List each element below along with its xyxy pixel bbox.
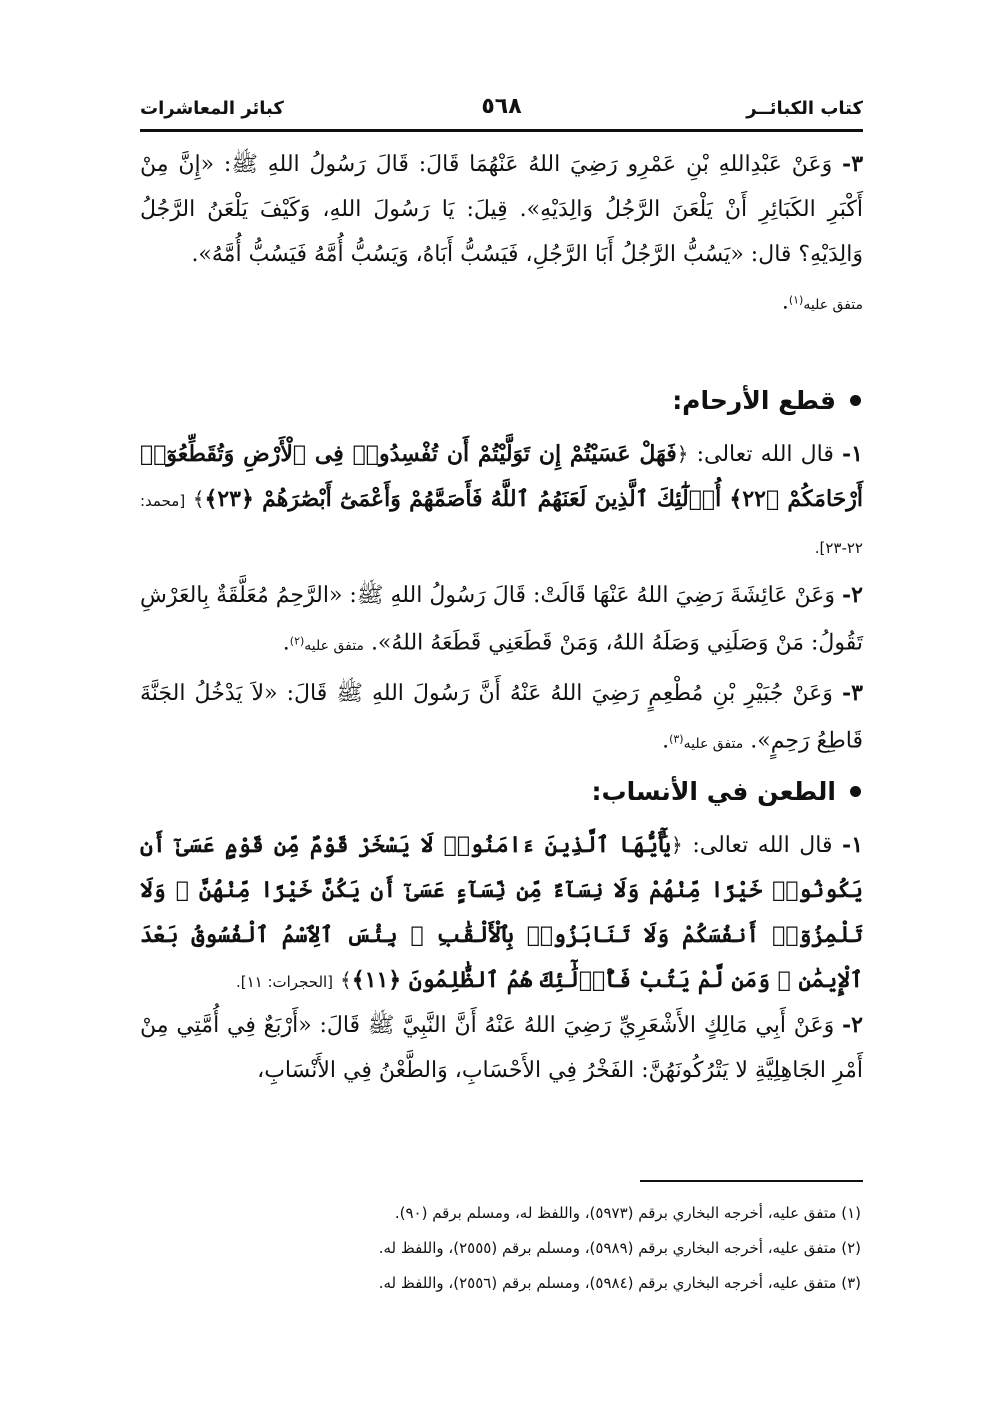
source-note [669,732,744,752]
quran-text: فَهَلْ عَسَيْتُمْ إِن تَوَلَّيْتُمْ أَن تُفْسِدُوا۟ فِى ٱلْأَرْضِ وَتُقَطِّعُوٓا۟ أَرْحَامَكُمْ ﴿٢٢﴾ أُو۟لَٰٓئِكَ ٱلَّذِينَ لَعَنَهُمُ ٱللَّهُ فَأَصَمَّهُمْ وَأَعْمَىٰٓ أَبْصَٰرَهُمْ ﴿٢٣﴾ [140,441,864,512]
footnote-rule [640,1180,863,1182]
footnote: (٢) متفق عليه، أخرجه البخاري برقم (٥٩٨٩)، ومسلم برقم (٢٥٥٥)، واللفظ له. [378,1239,861,1257]
quran-text: يَٰٓأَيُّهَا ٱلَّذِينَ ءَامَنُوا۟ لَا يَسْخَرْ قَوْمٌ مِّن قَوْمٍ عَسَىٰٓ أَن يَكُونُوا۟ خَيْرًا مِّنْهُمْ وَلَا نِسَآءٌ مِّن نِّسَآءٍ عَسَىٰٓ أَن يَكُنَّ خَيْرًا مِّنْهُنَّ ۖ وَلَا تَلْمِزُوٓا۟ أَنفُسَكُمْ وَلَا تَنَابَزُوا۟ بِٱلْأَلْقَٰبِ ۖ بِئْسَ ٱلِٱسْمُ ٱلْفُسُوقُ بَعْدَ ٱلْإِيمَٰنِ ۚ وَمَن لَّمْ يَتُبْ فَأُو۟لَٰٓئِكَ هُمُ ٱلظَّٰلِمُونَ ﴿١١﴾ [140,832,863,993]
hadith-paragraph [140,573,863,665]
hadith-text: وَعَنْ جُبَيْرِ بْنِ مُطْعِمٍ رَضِيَ اللهُ عَنْهُ أَنَّ رَسُولَ اللهِ ﷺ قَالَ: «لاَ يَدْخُلُ الجَنَّةَ قَاطِعُ رَحِمٍ». [140,681,863,754]
hadith-paragraph [140,1003,863,1095]
footnotes [140,1196,863,1301]
quran-bracket-close: ﴾ [340,968,352,992]
verse-lead: قال الله تعالى: [692,833,833,858]
verse-paragraph [140,432,863,567]
source-note [289,634,364,654]
verse-paragraph [140,823,863,1003]
end-mark: . [781,289,789,315]
bullet-icon [850,395,861,406]
running-header [140,96,863,130]
item-number: ٢- [842,582,863,608]
footnote: (٣) متفق عليه، أخرجه البخاري برقم (٥٩٨٤)، ومسلم برقم (٢٥٥٦)، واللفظ له. [378,1274,861,1292]
section-heading [140,378,863,422]
hadith-text: وَعَنْ عَبْدِاللهِ بْنِ عَمْرِو رَضِيَ اللهُ عَنْهُمَا قَالَ: قَالَ رَسُولُ اللهِ ﷺ: «إِنَّ مِنْ أَكْبَرِ الكَبَائِرِ أَنْ يَلْعَنَ الرَّجُلُ وَالِدَيْهِ». قِيلَ: يَا رَسُولَ اللهِ، وَكَيْفَ يَلْعَنُ الرَّجُلُ وَالِدَيْهِ؟ قال: «يَسُبُّ الرَّجُلُ أَبَا الرَّجُلِ، فَيَسُبُّ أَبَاهُ، وَيَسُبُّ أُمَّهُ فَيَسُبُّ أُمَّهُ». [140,152,863,267]
footnote-marker: (٢) [289,634,305,647]
hadith-text: وَعَنْ أَبِي مَالِكٍ الأَشْعَرِيِّ رَضِيَ اللهُ عَنْهُ أَنَّ النَّبِيَّ ﷺ قَالَ: «أَرْبَعٌ فِي أُمَّتِي مِنْ أَمْرِ الجَاهِلِيَّةِ لا يَتْرُكُونَهُنَّ: الفَخْرُ فِي الأَحْسَابِ، وَالطَّعْنُ فِي الأَنْسَابِ، [140,1013,863,1083]
item-number: ١- [842,832,864,858]
section-title: الطعن في الأنساب: [591,776,836,806]
quran-bracket-open: ﴿ [676,442,689,466]
source-label: متفق عليه [803,296,863,313]
hadith-paragraph [140,671,863,761]
footnote: (١) متفق عليه، أخرجه البخاري برقم (٥٩٧٣)، واللفظ له، ومسلم برقم (٩٠). [394,1204,861,1222]
section-heading [140,769,863,813]
end-mark: . [662,728,670,754]
item-number: ٢- [842,1012,863,1038]
verse-lead: قال الله تعالى: [696,442,834,467]
section-title: قطع الأرحام: [672,385,836,415]
item-number: ٣- [842,151,864,177]
item-number: ١- [842,441,863,467]
end-mark: . [282,630,290,656]
bullet-icon [850,786,861,797]
source-label: متفق عليه [304,637,364,654]
hadith-paragraph [140,142,863,326]
footnote-marker: (١) [788,293,804,306]
main-text [140,142,863,1095]
page-number: ٥٦٨ [481,94,522,119]
footnote-marker: (٣) [669,732,684,745]
quran-bracket-open: ﴿ [671,833,683,857]
chapter-title: كبائر المعاشرات [140,98,284,119]
header-rule [140,129,863,132]
verse-reference: [الحجرات: ١١]. [235,973,334,991]
source-label: متفق عليه [683,735,744,752]
item-number: ٣- [842,680,863,706]
verse-reference: [محمد: ٢٢-٢٣]. [140,492,863,557]
quran-bracket-close: ﴾ [192,487,205,511]
hadith-text: وَعَنْ عَائِشَةَ رَضِيَ اللهُ عَنْهَا قَالَتْ: قَالَ رَسُولُ اللهِ ﷺ: «الرَّحِمُ مُعَلَّقَةٌ بِالعَرْشِ تَقُولُ: مَنْ وَصَلَنِي وَصَلَهُ اللهُ، وَمَنْ قَطَعَنِي قَطَعَهُ اللهُ». [140,583,863,656]
source-note [788,293,863,313]
book-title: كتاب الكبائــر [746,98,863,119]
